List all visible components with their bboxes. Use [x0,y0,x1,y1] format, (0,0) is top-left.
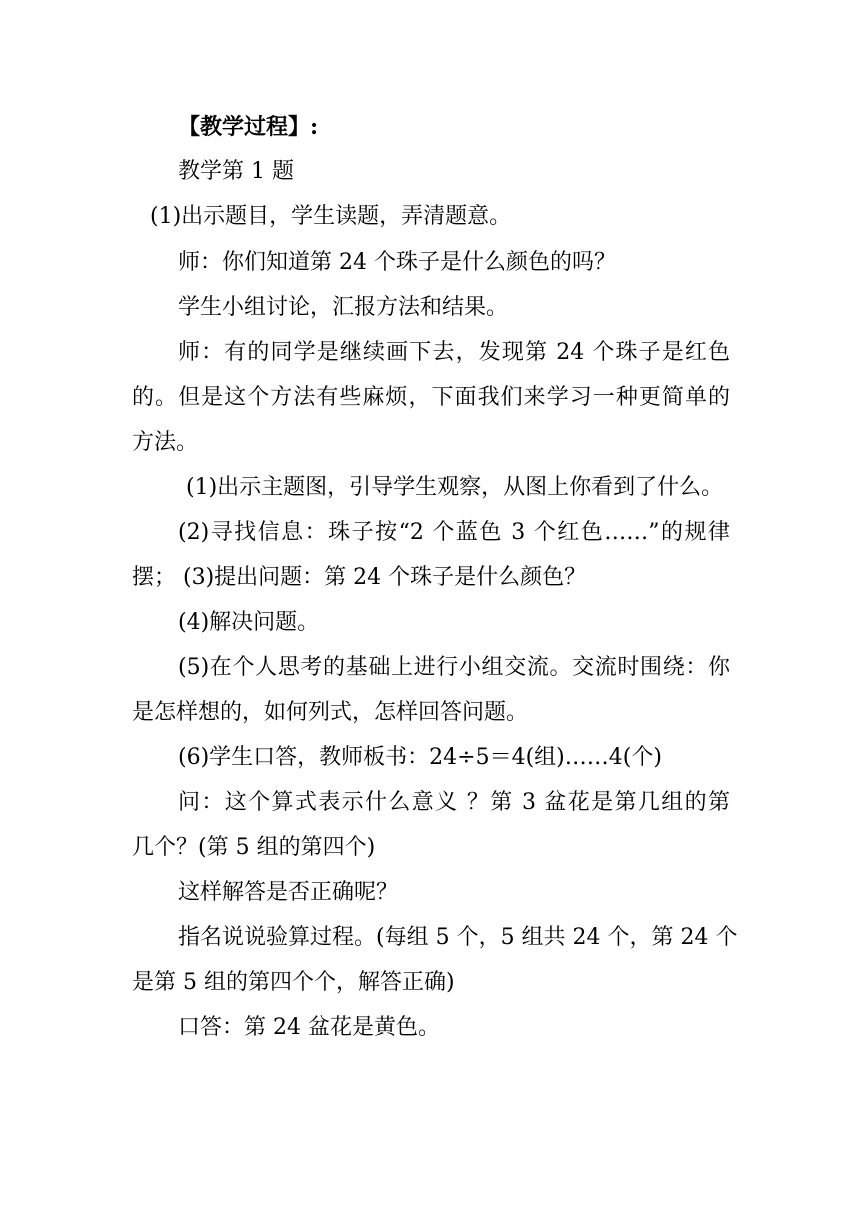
section-heading: 【教学过程】: [178,114,319,140]
paragraph-6-line-1: (2)寻找信息：珠子按“2 个蓝色 3 个红色……”的规律 [178,520,730,545]
paragraph-8-line-1: (5)在个人思考的基础上进行小组交流。交流时围绕：你 [178,655,730,680]
paragraph-13: 口答：第 24 盆花是黄色。 [178,1015,440,1040]
paragraph-9: (6)学生口答，教师板书：24÷5＝4(组)……4(个) [178,745,662,770]
paragraph-1: (1)出示题目，学生读题，弄清题意。 [150,204,512,229]
paragraph-10-line-2: 几个？(第 5 组的第四个) [132,835,376,860]
paragraph-6-line-2: 摆； (3)提出问题：第 24 个珠子是什么颜色？ [132,565,587,590]
paragraph-7: (4)解决问题。 [178,610,320,635]
paragraph-8-line-2: 是怎样想的，如何列式，怎样回答问题。 [132,700,529,725]
paragraph-3: 学生小组讨论，汇报方法和结果。 [178,295,509,320]
paragraph-10-line-1: 问：这个算式表示什么意义 ？第 3 盆花是第几组的第 [178,790,730,815]
paragraph-12-line-2: 是第 5 组的第四个个，解答正确) [132,970,455,995]
paragraph-11: 这样解答是否正确呢？ [178,880,399,905]
subheading: 教学第 1 题 [178,159,294,184]
paragraph-4-line-2: 的。但是这个方法有些麻烦，下面我们来学习一种更简单的 [132,385,730,410]
paragraph-4-line-1: 师：有的同学是继续画下去，发现第 24 个珠子是红色 [178,340,730,365]
paragraph-5: (1)出示主题图，引导学生观察，从图上你看到了什么。 [186,475,724,500]
paragraph-12-line-1: 指名说说验算过程。(每组 5 个，5 组共 24 个，第 24 个 [178,925,738,950]
paragraph-2: 师：你们知道第 24 个珠子是什么颜色的吗？ [178,250,616,275]
paragraph-4-line-3: 方法。 [132,430,199,455]
